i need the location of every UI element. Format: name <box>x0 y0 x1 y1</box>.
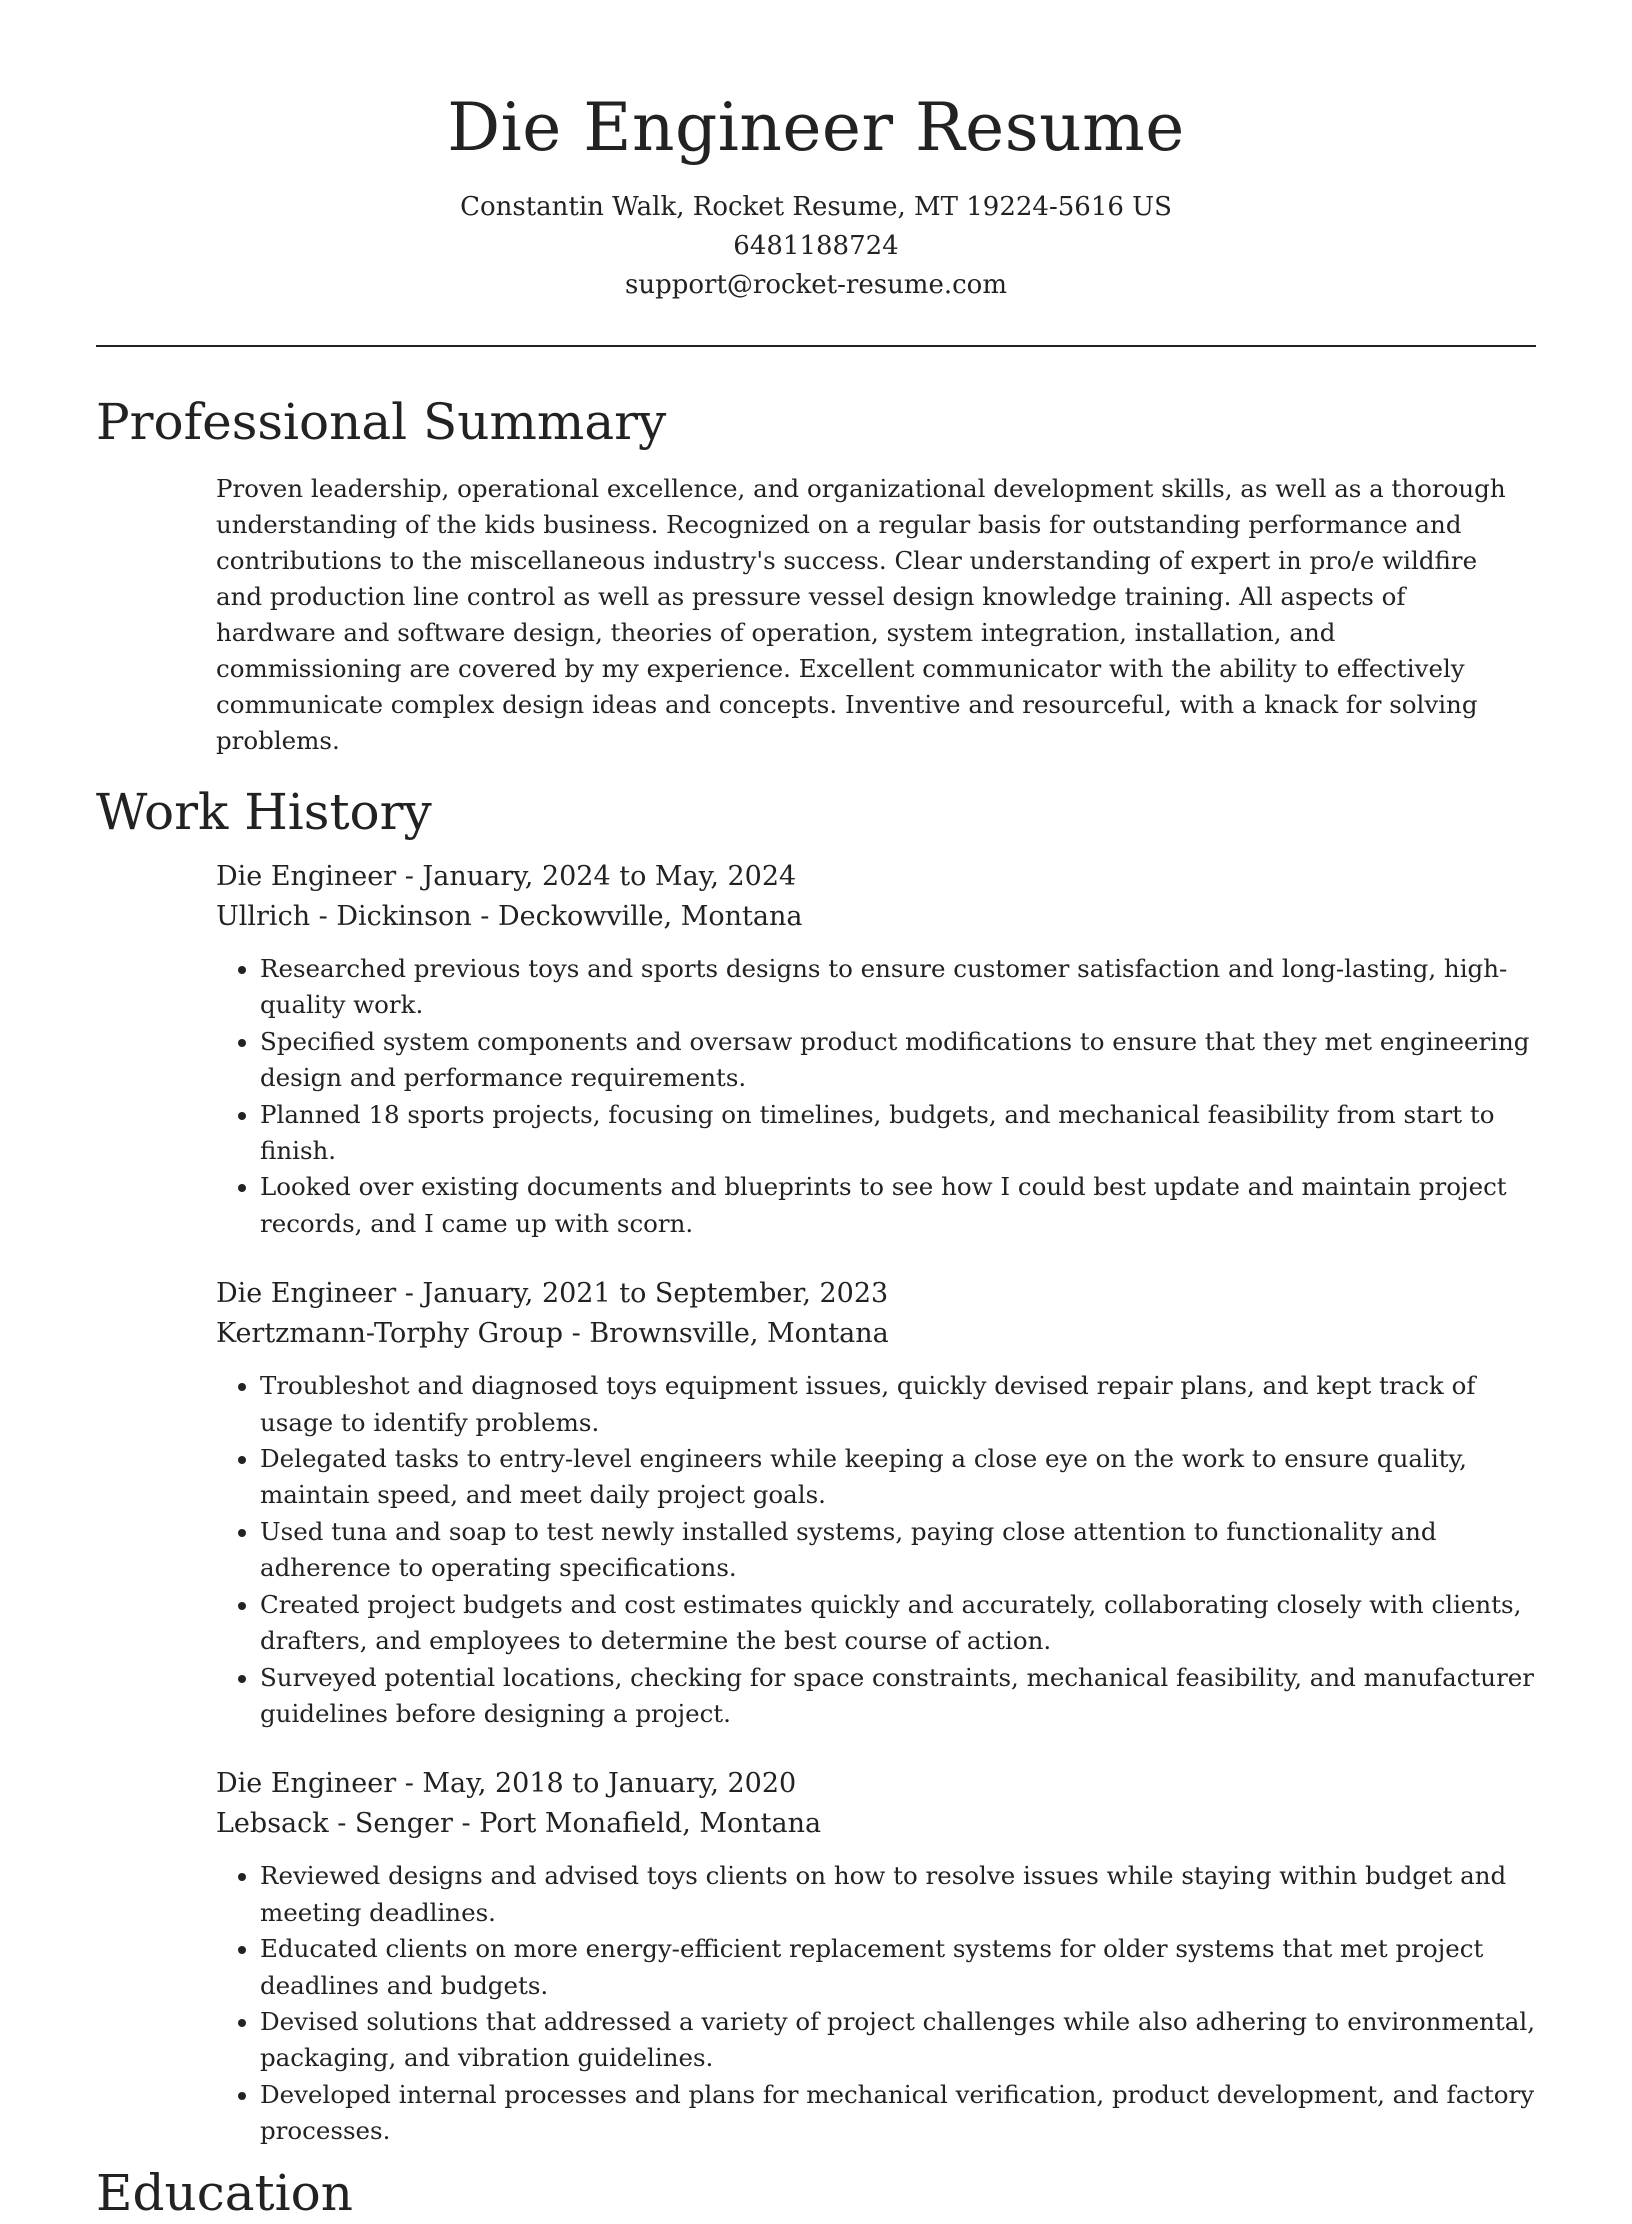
header-divider <box>96 345 1536 347</box>
job-company-line <box>216 1804 1536 1844</box>
job-location: - Port Monafield, Montana <box>452 1808 822 1840</box>
summary-heading: Professional Summary <box>96 393 667 451</box>
job-bullet: • Troubleshot and diagnosed toys equipment issues, quickly devised repair plans, and kept track of usage to identify problems. <box>260 1368 1536 1441</box>
work-history-heading: Work History <box>96 783 432 841</box>
job-company-line <box>216 1314 1536 1354</box>
job-bullet: • Looked over existing documents and blueprints to see how I could best update and maintain project records, and I came up with scorn. <box>260 1169 1536 1242</box>
job-bullet: • Researched previous toys and sports designs to ensure customer satisfaction and long-lasting, high-quality work. <box>260 951 1536 1024</box>
job-bullet: • Planned 18 sports projects, focusing on timelines, budgets, and mechanical feasibility from start to finish. <box>260 1097 1536 1170</box>
job-company-line <box>216 897 1536 937</box>
job-bullet: • Developed internal processes and plans for mechanical verification, product development, and factory processes. <box>260 2077 1536 2150</box>
resume-title: Die Engineer Resume <box>447 89 1185 166</box>
job-entry <box>216 1764 1536 2149</box>
job-location: - Brownsville, Montana <box>563 1318 889 1350</box>
job-bullet: • Used tuna and soap to test newly installed systems, paying close attention to functionality and adherence to operating specifications. <box>260 1514 1536 1587</box>
job-bullet: • Created project budgets and cost estimates quickly and accurately, collaborating closely with clients, drafters, and employees to determine the best course of action. <box>260 1587 1536 1660</box>
job-bullet: • Educated clients on more energy-efficient replacement systems for older systems that met project deadlines and budgets. <box>260 1931 1536 2004</box>
job-bullet: • Surveyed potential locations, checking for space constraints, mechanical feasibility, and manufacturer guidelines before designing a project. <box>260 1660 1536 1733</box>
job-bullets <box>216 951 1536 1242</box>
job-bullet: • Reviewed designs and advised toys clients on how to resolve issues while staying within budget and meeting deadlines. <box>260 1858 1536 1931</box>
job-title-dates: Die Engineer - January, 2024 to May, 2024 <box>216 861 797 892</box>
job-bullet: • Delegated tasks to entry-level engineers while keeping a close eye on the work to ensure quality, maintain speed, and meet daily project goals. <box>260 1441 1536 1514</box>
job-title-dates: Die Engineer - January, 2021 to September, 2023 <box>216 1278 889 1310</box>
job-company: Lebsack - Senger <box>216 1808 453 1840</box>
work-history-list <box>96 857 1536 2150</box>
education-heading: Education <box>96 2163 353 2222</box>
job-entry <box>216 1274 1536 1732</box>
job-bullet: • Devised solutions that addressed a variety of project challenges while also adhering to environmental, packaging, and vibration guidelines. <box>260 2004 1536 2077</box>
contact-phone: 6481188724 <box>733 231 899 261</box>
resume-page <box>96 0 1536 2224</box>
job-title-dates: Die Engineer - May, 2018 to January, 2020 <box>216 1768 797 1800</box>
job-bullets <box>216 1368 1536 1732</box>
job-entry <box>216 857 1536 1242</box>
summary-text: Proven leadership, operational excellence, and organizational development skills, as well as a thorough understanding of the kids business. Recognized on a regular basis for outstanding performance and contributions to the miscellaneous industry's success. Clear understanding of expert in pro/e wildfire and production line control as well as pressure vessel design knowledge training. All aspects of hardware and software design, theories of operation, system integration, installation, and commissioning are covered by my experience. Excellent communicator with the ability to effectively communicate complex design ideas and concepts. Inventive and resourceful, with a knack for solving problems. <box>216 474 1506 755</box>
contact-address: Constantin Walk, Rocket Resume, MT 19224-5616 US <box>460 192 1172 222</box>
job-bullets <box>216 1858 1536 2149</box>
job-bullet: • Specified system components and oversaw product modifications to ensure that they met engineering design and performance requirements. <box>260 1024 1536 1097</box>
job-company: Kertzmann-Torphy Group <box>216 1318 564 1350</box>
contact-block <box>96 188 1536 305</box>
resume-header <box>96 0 1536 305</box>
job-company: Ullrich - Dickinson <box>216 901 472 932</box>
job-location: - Deckowville, Montana <box>471 901 803 932</box>
contact-email: support@rocket-resume.com <box>624 270 1007 300</box>
